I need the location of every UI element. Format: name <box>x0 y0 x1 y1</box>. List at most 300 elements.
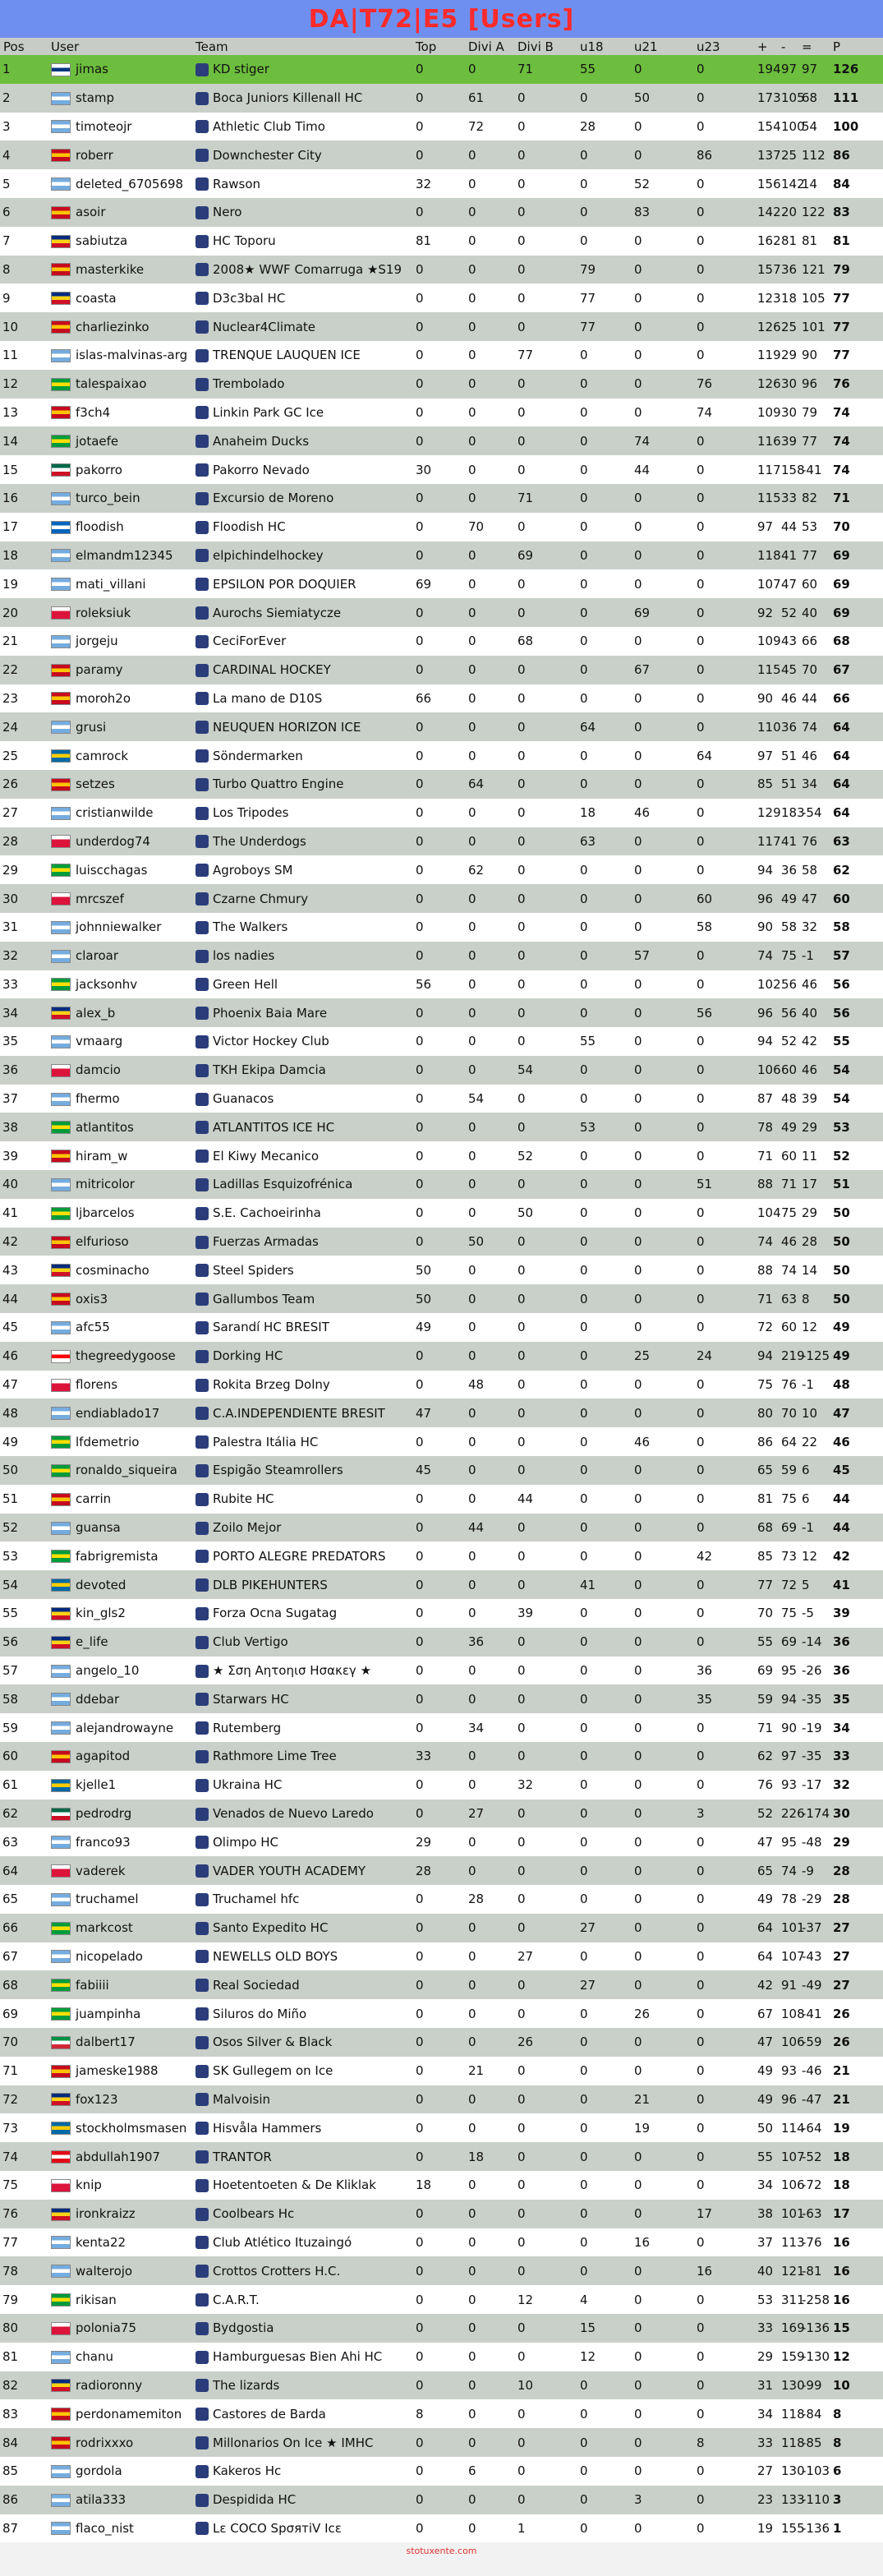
user-name[interactable]: atlantitos <box>76 1119 134 1135</box>
cell-team[interactable] <box>192 799 412 827</box>
team-name[interactable]: Boca Juniors Killenall HC <box>213 90 363 106</box>
team-name[interactable]: EPSILON POR DOQUIER <box>213 576 356 592</box>
user-name[interactable]: timoteojr <box>76 118 132 134</box>
user-name[interactable]: luiscchagas <box>76 862 148 878</box>
user-name[interactable]: flaco_nist <box>76 2520 134 2536</box>
user-name[interactable]: florens <box>76 1377 118 1393</box>
cell-user[interactable] <box>48 1113 192 1141</box>
team-name[interactable]: Nuclear4Climate <box>213 319 315 334</box>
user-name[interactable]: franco93 <box>76 1834 131 1850</box>
cell-team[interactable] <box>192 942 412 970</box>
cell-user[interactable] <box>48 884 192 913</box>
user-name[interactable]: mitricolor <box>76 1177 135 1192</box>
team-name[interactable]: S.E. Cachoeirinha <box>213 1205 321 1221</box>
cell-team[interactable] <box>192 827 412 856</box>
user-name[interactable]: camrock <box>76 748 128 763</box>
cell-user[interactable] <box>48 656 192 684</box>
user-name[interactable]: fabrigremista <box>76 1548 159 1564</box>
user-name[interactable]: setzes <box>76 776 115 792</box>
cell-team[interactable] <box>192 1485 412 1514</box>
cell-team[interactable] <box>192 1456 412 1485</box>
cell-user[interactable] <box>48 1199 192 1228</box>
cell-team[interactable] <box>192 399 412 427</box>
cell-user[interactable] <box>48 113 192 141</box>
cell-team[interactable] <box>192 1313 412 1342</box>
cell-team[interactable] <box>192 1684 412 1713</box>
cell-team[interactable] <box>192 1885 412 1914</box>
cell-team[interactable] <box>192 855 412 884</box>
user-name[interactable]: cosminacho <box>76 1262 149 1278</box>
team-name[interactable]: Guanacos <box>213 1091 274 1107</box>
user-name[interactable]: radioronny <box>76 2377 143 2393</box>
cell-user[interactable] <box>48 627 192 656</box>
cell-team[interactable] <box>192 1371 412 1399</box>
cell-team[interactable] <box>192 2113 412 2142</box>
team-name[interactable]: Victor Hockey Club <box>213 1034 329 1049</box>
team-name[interactable]: Crottos Crotters H.C. <box>213 2263 341 2279</box>
cell-user[interactable] <box>48 370 192 399</box>
user-name[interactable]: sabiutza <box>76 233 128 249</box>
cell-user[interactable] <box>48 1570 192 1599</box>
user-name[interactable]: mrcszef <box>76 891 124 906</box>
cell-user[interactable] <box>48 1713 192 1742</box>
cell-team[interactable] <box>192 998 412 1027</box>
user-name[interactable]: fhermo <box>76 1091 120 1107</box>
cell-team[interactable] <box>192 970 412 999</box>
team-name[interactable]: Fuerzas Armadas <box>213 1234 319 1250</box>
cell-user[interactable] <box>48 2343 192 2371</box>
cell-user[interactable] <box>48 2399 192 2428</box>
cell-user[interactable] <box>48 141 192 169</box>
cell-user[interactable] <box>48 2028 192 2057</box>
cell-user[interactable] <box>48 998 192 1027</box>
team-name[interactable]: Rubite HC <box>213 1491 274 1507</box>
cell-user[interactable] <box>48 2371 192 2400</box>
team-name[interactable]: los nadies <box>213 948 275 964</box>
header-user[interactable]: User <box>51 39 80 54</box>
team-name[interactable]: Club Vertigo <box>213 1634 288 1650</box>
cell-team[interactable] <box>192 913 412 942</box>
cell-team[interactable] <box>192 1427 412 1456</box>
header-u18[interactable]: u18 <box>580 39 604 54</box>
cell-team[interactable] <box>192 1284 412 1313</box>
team-name[interactable]: CARDINAL HOCKEY <box>213 662 331 678</box>
user-name[interactable]: abdullah1907 <box>76 2149 160 2164</box>
user-name[interactable]: moroh2o <box>76 690 131 706</box>
team-name[interactable]: Steel Spiders <box>213 1262 294 1278</box>
user-name[interactable]: stockholmsmasen <box>76 2120 187 2136</box>
cell-team[interactable] <box>192 198 412 227</box>
cell-team[interactable] <box>192 627 412 656</box>
user-name[interactable]: floodish <box>76 519 124 535</box>
user-name[interactable]: ronaldo_siqueira <box>76 1463 177 1478</box>
cell-team[interactable] <box>192 2057 412 2085</box>
cell-team[interactable] <box>192 341 412 370</box>
user-name[interactable]: mati_villani <box>76 576 146 592</box>
cell-user[interactable] <box>48 770 192 799</box>
cell-team[interactable] <box>192 1228 412 1256</box>
cell-user[interactable] <box>48 1456 192 1485</box>
cell-team[interactable] <box>192 2256 412 2285</box>
team-name[interactable]: PORTO ALEGRE PREDATORS <box>213 1548 386 1564</box>
user-name[interactable]: knip <box>76 2177 102 2193</box>
user-name[interactable]: jimas <box>76 62 108 77</box>
cell-user[interactable] <box>48 513 192 541</box>
cell-user[interactable] <box>48 2228 192 2257</box>
cell-team[interactable] <box>192 1942 412 1971</box>
cell-team[interactable] <box>192 712 412 741</box>
cell-user[interactable] <box>48 1085 192 1113</box>
cell-user[interactable] <box>48 1027 192 1056</box>
cell-user[interactable] <box>48 970 192 999</box>
team-name[interactable]: 2008★ WWF Comarruga ★S19 <box>213 261 402 277</box>
user-name[interactable]: dalbert17 <box>76 2035 136 2050</box>
team-name[interactable]: Hoetentoeten & De Kliklak <box>213 2177 376 2193</box>
cell-user[interactable] <box>48 55 192 84</box>
team-name[interactable]: Coolbears Hc <box>213 2206 295 2222</box>
header-team[interactable]: Team <box>195 39 228 54</box>
cell-user[interactable] <box>48 2171 192 2200</box>
cell-user[interactable] <box>48 2113 192 2142</box>
cell-user[interactable] <box>48 1399 192 1427</box>
team-name[interactable]: The Walkers <box>213 919 288 935</box>
cell-team[interactable] <box>192 1827 412 1856</box>
cell-user[interactable] <box>48 1742 192 1771</box>
cell-user[interactable] <box>48 799 192 827</box>
cell-user[interactable] <box>48 855 192 884</box>
cell-user[interactable] <box>48 1628 192 1657</box>
user-name[interactable]: elmandm12345 <box>76 547 173 563</box>
header-wins[interactable]: + <box>757 39 768 54</box>
cell-user[interactable] <box>48 1657 192 1685</box>
team-name[interactable]: Sarandí HC BRESIT <box>213 1320 329 1335</box>
cell-user[interactable] <box>48 227 192 256</box>
cell-team[interactable] <box>192 1256 412 1284</box>
cell-user[interactable] <box>48 283 192 312</box>
cell-team[interactable] <box>192 1541 412 1570</box>
cell-user[interactable] <box>48 1313 192 1342</box>
cell-user[interactable] <box>48 399 192 427</box>
team-name[interactable]: Despidida HC <box>213 2492 297 2508</box>
team-name[interactable]: Aurochs Siemiatycze <box>213 605 342 620</box>
cell-user[interactable] <box>48 541 192 570</box>
user-name[interactable]: charliezinko <box>76 319 149 334</box>
team-name[interactable]: SK Gullegem on Ice <box>213 2063 333 2079</box>
cell-user[interactable] <box>48 2428 192 2457</box>
cell-team[interactable] <box>192 455 412 484</box>
user-name[interactable]: walterojo <box>76 2263 133 2279</box>
cell-user[interactable] <box>48 2285 192 2314</box>
cell-user[interactable] <box>48 84 192 113</box>
team-name[interactable]: Rutemberg <box>213 1720 282 1735</box>
team-name[interactable]: Santo Expedito HC <box>213 1920 329 1936</box>
cell-user[interactable] <box>48 942 192 970</box>
cell-team[interactable] <box>192 1085 412 1113</box>
cell-team[interactable] <box>192 2514 412 2543</box>
cell-team[interactable] <box>192 2343 412 2371</box>
cell-team[interactable] <box>192 1999 412 2028</box>
user-name[interactable]: vaderek <box>76 1863 126 1878</box>
cell-team[interactable] <box>192 1914 412 1942</box>
cell-team[interactable] <box>192 684 412 713</box>
header-u21[interactable]: u21 <box>634 39 658 54</box>
user-name[interactable]: kenta22 <box>76 2234 126 2250</box>
team-name[interactable]: Zoilo Mejor <box>213 1520 282 1536</box>
team-name[interactable]: Forza Ocna Sugatag <box>213 1606 338 1621</box>
header-divi-b[interactable]: Divi B <box>517 39 554 54</box>
cell-team[interactable] <box>192 1342 412 1371</box>
team-name[interactable]: Anaheim Ducks <box>213 433 310 449</box>
team-name[interactable]: Czarne Chmury <box>213 891 309 906</box>
team-name[interactable]: Starwars HC <box>213 1691 289 1707</box>
cell-user[interactable] <box>48 2200 192 2228</box>
cell-user[interactable] <box>48 2256 192 2285</box>
team-name[interactable]: Nero <box>213 205 242 220</box>
team-name[interactable]: Floodish HC <box>213 519 286 535</box>
cell-team[interactable] <box>192 169 412 198</box>
cell-user[interactable] <box>48 2314 192 2343</box>
team-name[interactable]: Turbo Quattro Engine <box>213 776 344 792</box>
team-name[interactable]: Ukraina HC <box>213 1777 283 1793</box>
cell-team[interactable] <box>192 1113 412 1141</box>
user-name[interactable]: nicopelado <box>76 1948 143 1964</box>
cell-user[interactable] <box>48 1771 192 1800</box>
cell-team[interactable] <box>192 884 412 913</box>
cell-team[interactable] <box>192 569 412 598</box>
team-name[interactable]: TKH Ekipa Damcia <box>213 1062 326 1078</box>
team-name[interactable]: NEUQUEN HORIZON ICE <box>213 719 361 735</box>
cell-team[interactable] <box>192 2371 412 2400</box>
user-name[interactable]: ironkraizz <box>76 2206 136 2222</box>
cell-user[interactable] <box>48 2486 192 2514</box>
cell-user[interactable] <box>48 827 192 856</box>
cell-user[interactable] <box>48 455 192 484</box>
team-name[interactable]: Pakorro Nevado <box>213 462 310 477</box>
cell-user[interactable] <box>48 741 192 770</box>
cell-team[interactable] <box>192 1657 412 1685</box>
cell-team[interactable] <box>192 1027 412 1056</box>
user-name[interactable]: carrin <box>76 1491 112 1507</box>
user-name[interactable]: roberr <box>76 147 113 163</box>
cell-team[interactable] <box>192 2399 412 2428</box>
user-name[interactable]: thegreedygoose <box>76 1348 176 1364</box>
team-name[interactable]: CeciForEver <box>213 634 287 649</box>
user-name[interactable]: elfurioso <box>76 1234 129 1250</box>
user-name[interactable]: talespaixao <box>76 376 147 392</box>
cell-user[interactable] <box>48 1427 192 1456</box>
cell-team[interactable] <box>192 656 412 684</box>
cell-team[interactable] <box>192 2085 412 2114</box>
cell-user[interactable] <box>48 198 192 227</box>
cell-team[interactable] <box>192 256 412 284</box>
cell-user[interactable] <box>48 1485 192 1514</box>
cell-team[interactable] <box>192 2457 412 2486</box>
cell-team[interactable] <box>192 2228 412 2257</box>
user-name[interactable]: roleksiuk <box>76 605 131 620</box>
cell-team[interactable] <box>192 113 412 141</box>
cell-team[interactable] <box>192 1399 412 1427</box>
user-name[interactable]: grusi <box>76 719 107 735</box>
header-points[interactable]: P <box>833 39 841 54</box>
cell-user[interactable] <box>48 1056 192 1085</box>
user-name[interactable]: hiram_w <box>76 1148 128 1164</box>
cell-team[interactable] <box>192 1856 412 1885</box>
team-name[interactable]: El Kiwy Mecanico <box>213 1148 320 1164</box>
user-name[interactable]: coasta <box>76 290 117 306</box>
cell-user[interactable] <box>48 1800 192 1828</box>
cell-user[interactable] <box>48 1256 192 1284</box>
user-name[interactable]: alejandrowayne <box>76 1720 174 1735</box>
cell-user[interactable] <box>48 1284 192 1313</box>
user-name[interactable]: pedrodrg <box>76 1806 132 1821</box>
cell-team[interactable] <box>192 1170 412 1199</box>
cell-user[interactable] <box>48 598 192 627</box>
cell-team[interactable] <box>192 227 412 256</box>
cell-user[interactable] <box>48 2457 192 2486</box>
cell-user[interactable] <box>48 484 192 513</box>
cell-team[interactable] <box>192 370 412 399</box>
team-name[interactable]: KD stiger <box>213 62 269 77</box>
cell-user[interactable] <box>48 1170 192 1199</box>
user-name[interactable]: truchamel <box>76 1892 139 1907</box>
user-name[interactable]: oxis3 <box>76 1291 108 1306</box>
cell-team[interactable] <box>192 513 412 541</box>
cell-user[interactable] <box>48 169 192 198</box>
team-name[interactable]: Lε COCO SpσятiV Icε <box>213 2520 342 2536</box>
cell-team[interactable] <box>192 2314 412 2343</box>
team-name[interactable]: Olimpo HC <box>213 1834 278 1850</box>
team-name[interactable]: ★ Σση Αητοηισ Ησακεγ ★ <box>213 1663 372 1679</box>
team-name[interactable]: La mano de D10S <box>213 690 323 706</box>
cell-team[interactable] <box>192 1199 412 1228</box>
cell-team[interactable] <box>192 1570 412 1599</box>
team-name[interactable]: Green Hell <box>213 976 278 992</box>
user-name[interactable]: asoir <box>76 205 106 220</box>
user-name[interactable]: agapitod <box>76 1749 131 1764</box>
user-name[interactable]: deleted_6705698 <box>76 176 184 191</box>
cell-team[interactable] <box>192 2428 412 2457</box>
cell-user[interactable] <box>48 1970 192 1999</box>
cell-team[interactable] <box>192 598 412 627</box>
team-name[interactable]: DLB PIKEHUNTERS <box>213 1577 328 1592</box>
user-name[interactable]: perdonamemiton <box>76 2406 182 2422</box>
cell-team[interactable] <box>192 2171 412 2200</box>
cell-user[interactable] <box>48 2057 192 2085</box>
team-name[interactable]: ATLANTITOS ICE HC <box>213 1119 335 1135</box>
user-name[interactable]: devoted <box>76 1577 126 1592</box>
user-name[interactable]: polonia75 <box>76 2320 136 2336</box>
team-name[interactable]: Söndermarken <box>213 748 303 763</box>
team-name[interactable]: Kakeros Hc <box>213 2463 282 2479</box>
cell-team[interactable] <box>192 55 412 84</box>
cell-team[interactable] <box>192 1056 412 1085</box>
cell-user[interactable] <box>48 1827 192 1856</box>
team-name[interactable]: Downchester City <box>213 147 322 163</box>
cell-team[interactable] <box>192 141 412 169</box>
team-name[interactable]: Millonarios On Ice ★ IMHC <box>213 2435 374 2450</box>
cell-team[interactable] <box>192 2486 412 2514</box>
user-name[interactable]: f3ch4 <box>76 404 111 420</box>
cell-user[interactable] <box>48 312 192 341</box>
team-name[interactable]: Athletic Club Timo <box>213 118 325 134</box>
cell-user[interactable] <box>48 1856 192 1885</box>
cell-user[interactable] <box>48 1999 192 2028</box>
header-u23[interactable]: u23 <box>697 39 720 54</box>
team-name[interactable]: Hisvåla Hammers <box>213 2120 322 2136</box>
cell-user[interactable] <box>48 1684 192 1713</box>
user-name[interactable]: juampinha <box>76 2006 141 2021</box>
cell-team[interactable] <box>192 1141 412 1170</box>
user-name[interactable]: rikisan <box>76 2292 117 2307</box>
user-name[interactable]: johnniewalker <box>76 919 162 935</box>
user-name[interactable]: pakorro <box>76 462 122 477</box>
user-name[interactable]: ddebar <box>76 1691 120 1707</box>
user-name[interactable]: fabiiii <box>76 1977 109 1993</box>
cell-user[interactable] <box>48 684 192 713</box>
cell-user[interactable] <box>48 426 192 455</box>
user-name[interactable]: atila333 <box>76 2492 126 2508</box>
user-name[interactable]: kin_gls2 <box>76 1606 126 1621</box>
team-name[interactable]: TRANTOR <box>213 2149 272 2164</box>
cell-user[interactable] <box>48 1914 192 1942</box>
user-name[interactable]: vmaarg <box>76 1034 123 1049</box>
cell-team[interactable] <box>192 283 412 312</box>
user-name[interactable]: jorgeju <box>76 634 118 649</box>
user-name[interactable]: afc55 <box>76 1320 110 1335</box>
team-name[interactable]: C.A.INDEPENDIENTE BRESIT <box>213 1405 385 1421</box>
user-name[interactable]: angelo_10 <box>76 1663 140 1679</box>
user-name[interactable]: claroar <box>76 948 118 964</box>
header-top[interactable]: Top <box>416 39 437 54</box>
cell-team[interactable] <box>192 770 412 799</box>
user-name[interactable]: guansa <box>76 1520 121 1536</box>
cell-user[interactable] <box>48 1141 192 1170</box>
team-name[interactable]: Agroboys SM <box>213 862 293 878</box>
team-name[interactable]: The lizards <box>213 2377 280 2393</box>
team-name[interactable]: Club Atlético Ituzaingó <box>213 2234 352 2250</box>
user-name[interactable]: markcost <box>76 1920 133 1936</box>
team-name[interactable]: Ladillas Esquizofrénica <box>213 1177 353 1192</box>
cell-user[interactable] <box>48 1541 192 1570</box>
team-name[interactable]: Rawson <box>213 176 261 191</box>
team-name[interactable]: VADER YOUTH ACADEMY <box>213 1863 366 1878</box>
user-name[interactable]: islas-malvinas-arg <box>76 348 188 363</box>
team-name[interactable]: HC Toporu <box>213 233 276 249</box>
cell-team[interactable] <box>192 312 412 341</box>
header-losses[interactable]: - <box>781 39 786 54</box>
user-name[interactable]: jotaefe <box>76 433 119 449</box>
team-name[interactable]: Gallumbos Team <box>213 1291 315 1306</box>
user-name[interactable]: paramy <box>76 662 123 678</box>
cell-user[interactable] <box>48 1228 192 1256</box>
team-name[interactable]: Rokita Brzeg Dolny <box>213 1377 330 1393</box>
user-name[interactable]: underdog74 <box>76 833 150 849</box>
header-divi-a[interactable]: Divi A <box>468 39 504 54</box>
cell-user[interactable] <box>48 2142 192 2171</box>
cell-user[interactable] <box>48 1942 192 1971</box>
team-name[interactable]: Rathmore Lime Tree <box>213 1749 337 1764</box>
user-name[interactable]: ljbarcelos <box>76 1205 135 1221</box>
team-name[interactable]: Malvoisin <box>213 2091 271 2107</box>
cell-user[interactable] <box>48 1342 192 1371</box>
team-name[interactable]: D3c3bal HC <box>213 290 286 306</box>
team-name[interactable]: Truchamel hfc <box>213 1892 300 1907</box>
cell-team[interactable] <box>192 2028 412 2057</box>
team-name[interactable]: Castores de Barda <box>213 2406 326 2422</box>
team-name[interactable]: Bydgostia <box>213 2320 274 2336</box>
user-name[interactable]: masterkike <box>76 261 145 277</box>
team-name[interactable]: Venados de Nuevo Laredo <box>213 1806 374 1821</box>
